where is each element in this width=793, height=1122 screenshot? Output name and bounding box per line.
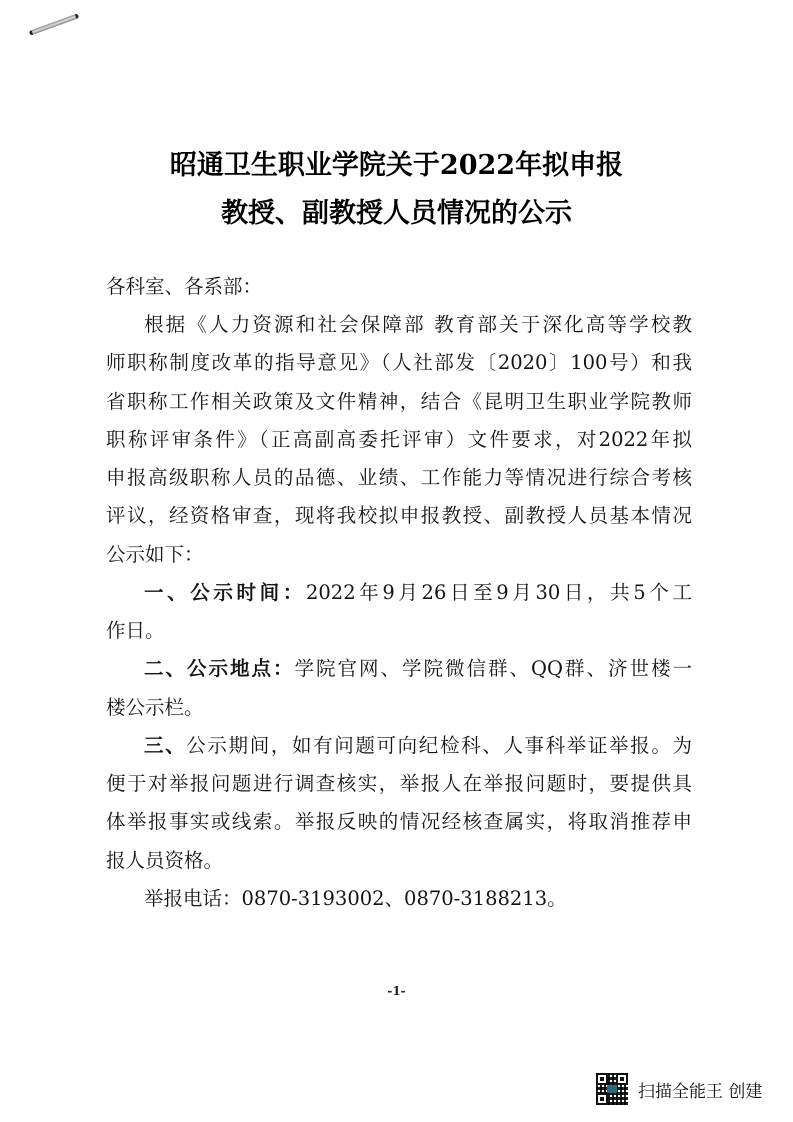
item-label: 二、公示地点： (144, 657, 295, 680)
watermark-label: 扫描全能王 创建 (638, 1081, 763, 1102)
body-line: 申报高级职称人员的品德、业绩、工作能力等情况进行综合考核 (106, 466, 692, 489)
item-continuation: 作日。 (106, 619, 165, 642)
qr-code-icon (596, 1073, 628, 1105)
body-line: 根据《人力资源和社会保障部 教育部关于深化高等学校教 (144, 313, 692, 336)
item-publicity-time (106, 581, 692, 605)
salutation: 各科室、各系部： (106, 275, 263, 298)
item-publicity-location (106, 657, 692, 681)
body-line: 师职称制度改革的指导意见》（人社部发〔2020〕100号）和我 (106, 351, 692, 374)
item-text: 学院官网、学院微信群、QQ群、济世楼一 (294, 657, 692, 680)
camscanner-watermark (596, 1073, 762, 1105)
item-continuation: 楼公示栏。 (106, 696, 204, 719)
body-line: 公示如下： (106, 543, 204, 566)
item-text: 2022年9月26日至9月30日，共5个工 (305, 581, 692, 604)
body-line: 评议，经资格审查，现将我校拟申报教授、副教授人员基本情况 (106, 504, 692, 527)
report-hotline: 举报电话：0870-3193002、0870-3188213。 (144, 887, 567, 910)
item-label: 一、公示时间： (144, 581, 306, 604)
body-line: 职称评审条件》（正高副高委托评审）文件要求，对2022年拟 (106, 428, 692, 451)
item-text: 公示期间，如有问题可向纪检科、人事科举证举报。为 (186, 734, 692, 757)
item-continuation: 便于对举报问题进行调查核实，举报人在举报问题时，要提供具 (106, 772, 692, 795)
document-title-line-2: 教授、副教授人员情况的公示 (221, 198, 572, 229)
staple-mark (29, 13, 80, 35)
document-title-line-1: 昭通卫生职业学院关于2022年拟申报 (169, 150, 624, 181)
page-number: -1- (387, 984, 406, 998)
item-continuation: 报人员资格。 (106, 849, 224, 872)
item-continuation: 体举报事实或线索。举报反映的情况经核查属实，将取消推荐申 (106, 810, 692, 833)
item-label: 三、 (144, 734, 187, 757)
item-reporting (106, 734, 692, 758)
body-line: 省职称工作相关政策及文件精神，结合《昆明卫生职业学院教师 (106, 390, 692, 413)
